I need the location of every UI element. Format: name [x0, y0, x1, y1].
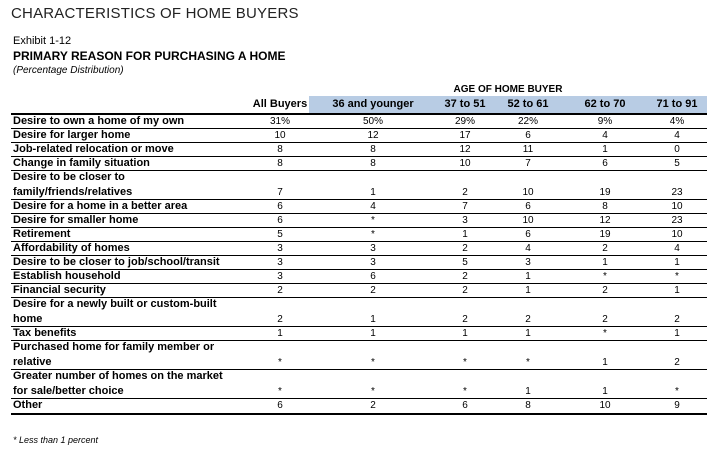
- cell-value: 2: [277, 314, 283, 325]
- column-header-all-buyers: All Buyers: [252, 98, 308, 110]
- table-row: [11, 270, 707, 284]
- cell-value: 10: [599, 400, 611, 411]
- row-label: Desire for a home in a better area: [13, 200, 188, 212]
- cell-value: 2: [525, 314, 531, 325]
- row-label: for sale/better choice: [13, 385, 124, 397]
- cell-value: 7: [462, 201, 468, 212]
- cell-value: 7: [277, 187, 283, 198]
- row-label: Desire for larger home: [13, 129, 131, 141]
- cell-value: 1: [525, 328, 531, 339]
- cell-value: 31%: [269, 116, 290, 127]
- table-row: [11, 341, 707, 370]
- cell-value: 1: [525, 271, 531, 282]
- cell-value: 2: [462, 285, 468, 296]
- cell-value: 6: [525, 130, 531, 141]
- cell-value: *: [371, 386, 375, 397]
- table-row: [11, 399, 707, 413]
- cell-value: 4: [674, 243, 680, 254]
- row-label: Desire to be closer to: [13, 171, 125, 183]
- cell-value: 3: [277, 243, 283, 254]
- cell-value: 50%: [362, 116, 383, 127]
- table-row: [11, 370, 707, 399]
- cell-value: 9%: [597, 116, 613, 127]
- cell-value: 1: [602, 357, 608, 368]
- table-row: [11, 327, 707, 341]
- cell-value: 1: [525, 285, 531, 296]
- cell-value: 4%: [669, 116, 685, 127]
- cell-value: 1: [370, 314, 376, 325]
- row-label: Job-related relocation or move: [13, 143, 174, 155]
- cell-value: 8: [370, 158, 376, 169]
- row-label: Financial security: [13, 284, 106, 296]
- cell-value: 4: [370, 201, 376, 212]
- cell-value: 6: [277, 400, 283, 411]
- table-row: [11, 214, 707, 228]
- row-label: home: [13, 313, 43, 325]
- table-row: [11, 256, 707, 270]
- column-header-37-to-51: 37 to 51: [444, 98, 486, 110]
- cell-value: 2: [602, 243, 608, 254]
- cell-value: 10: [522, 187, 534, 198]
- table-row: [11, 143, 707, 157]
- cell-value: 23: [671, 215, 683, 226]
- cell-value: 3: [525, 257, 531, 268]
- cell-value: *: [675, 271, 679, 282]
- row-label: Purchased home for family member or: [13, 341, 215, 353]
- cell-value: 22%: [517, 116, 538, 127]
- cell-value: 6: [277, 215, 283, 226]
- cell-value: 2: [462, 187, 468, 198]
- table-row: [11, 298, 707, 327]
- cell-value: 10: [274, 130, 286, 141]
- column-header-62-to-70: 62 to 70: [584, 98, 626, 110]
- row-label: Other: [13, 399, 43, 411]
- table-title: PRIMARY REASON FOR PURCHASING A HOME: [13, 49, 286, 63]
- cell-value: *: [371, 215, 375, 226]
- cell-value: 6: [277, 201, 283, 212]
- row-label: Desire to own a home of my own: [13, 115, 185, 127]
- footnote: * Less than 1 percent: [13, 435, 99, 445]
- table-row: [11, 129, 707, 143]
- row-label: Tax benefits: [13, 327, 77, 339]
- cell-value: 6: [462, 400, 468, 411]
- cell-value: 2: [674, 314, 680, 325]
- cell-value: 1: [525, 386, 531, 397]
- cell-value: 1: [602, 144, 608, 155]
- cell-value: 19: [599, 229, 611, 240]
- row-label: Retirement: [13, 228, 71, 240]
- table-row: [11, 171, 707, 200]
- exhibit-number: Exhibit 1-12: [13, 35, 72, 47]
- cell-value: 2: [602, 314, 608, 325]
- table-row: [11, 200, 707, 214]
- cell-value: 5: [277, 229, 283, 240]
- cell-value: 3: [277, 257, 283, 268]
- cell-value: 1: [602, 386, 608, 397]
- cell-value: 11: [522, 144, 534, 155]
- row-label: relative: [13, 356, 52, 368]
- cell-value: 6: [525, 229, 531, 240]
- table-row: [11, 242, 707, 256]
- cell-value: 29%: [454, 116, 475, 127]
- cell-value: 1: [370, 328, 376, 339]
- column-header-36-and-younger: 36 and younger: [332, 98, 414, 110]
- column-header-52-to-61: 52 to 61: [507, 98, 549, 110]
- row-label: Desire to be closer to job/school/transit: [13, 256, 220, 268]
- cell-value: 3: [370, 243, 376, 254]
- cell-value: 8: [602, 201, 608, 212]
- cell-value: 3: [370, 257, 376, 268]
- row-label: family/friends/relatives: [13, 186, 133, 198]
- cell-value: *: [603, 328, 607, 339]
- cell-value: 1: [602, 257, 608, 268]
- cell-value: 2: [370, 400, 376, 411]
- column-header-71-to-91: 71 to 91: [656, 98, 698, 110]
- cell-value: 0: [674, 144, 680, 155]
- age-group-header: AGE OF HOME BUYER: [453, 84, 563, 95]
- cell-value: *: [371, 229, 375, 240]
- cell-value: *: [463, 386, 467, 397]
- cell-value: 2: [674, 357, 680, 368]
- cell-value: 1: [674, 257, 680, 268]
- cell-value: 1: [370, 187, 376, 198]
- cell-value: *: [278, 386, 282, 397]
- cell-value: *: [371, 357, 375, 368]
- table-row: [11, 115, 707, 129]
- cell-value: 3: [462, 215, 468, 226]
- reasons-table: [11, 113, 707, 415]
- page-title: CHARACTERISTICS OF HOME BUYERS: [11, 5, 299, 22]
- cell-value: 2: [602, 285, 608, 296]
- cell-value: 2: [462, 271, 468, 282]
- cell-value: 6: [525, 201, 531, 212]
- cell-value: *: [463, 357, 467, 368]
- cell-value: 5: [462, 257, 468, 268]
- cell-value: *: [603, 271, 607, 282]
- cell-value: 2: [277, 285, 283, 296]
- cell-value: *: [675, 386, 679, 397]
- cell-value: 9: [674, 400, 680, 411]
- row-label: Affordability of homes: [13, 242, 130, 254]
- cell-value: *: [278, 357, 282, 368]
- table-row: [11, 284, 707, 298]
- cell-value: 8: [277, 144, 283, 155]
- cell-value: 1: [462, 328, 468, 339]
- cell-value: 10: [522, 215, 534, 226]
- cell-value: 8: [525, 400, 531, 411]
- cell-value: 5: [674, 158, 680, 169]
- cell-value: 19: [599, 187, 611, 198]
- cell-value: 10: [671, 201, 683, 212]
- cell-value: 4: [602, 130, 608, 141]
- cell-value: 8: [370, 144, 376, 155]
- cell-value: 12: [459, 144, 471, 155]
- cell-value: 6: [602, 158, 608, 169]
- cell-value: 1: [674, 285, 680, 296]
- cell-value: 23: [671, 187, 683, 198]
- cell-value: 6: [370, 271, 376, 282]
- cell-value: 4: [674, 130, 680, 141]
- row-label: Change in family situation: [13, 157, 150, 169]
- cell-value: 8: [277, 158, 283, 169]
- cell-value: 2: [370, 285, 376, 296]
- cell-value: 10: [671, 229, 683, 240]
- row-label: Establish household: [13, 270, 121, 282]
- cell-value: 1: [674, 328, 680, 339]
- cell-value: *: [526, 357, 530, 368]
- cell-value: 4: [525, 243, 531, 254]
- distribution-note: (Percentage Distribution): [13, 65, 124, 76]
- cell-value: 12: [367, 130, 379, 141]
- cell-value: 12: [599, 215, 611, 226]
- table-row: [11, 157, 707, 171]
- cell-value: 1: [462, 229, 468, 240]
- cell-value: 7: [525, 158, 531, 169]
- cell-value: 3: [277, 271, 283, 282]
- column-header-row: [11, 96, 707, 113]
- row-label: Desire for smaller home: [13, 214, 139, 226]
- cell-value: 17: [459, 130, 471, 141]
- cell-value: 10: [459, 158, 471, 169]
- row-label: Desire for a newly built or custom-built: [13, 298, 217, 310]
- row-label: Greater number of homes on the market: [13, 370, 223, 382]
- cell-value: 2: [462, 243, 468, 254]
- cell-value: 1: [277, 328, 283, 339]
- cell-value: 2: [462, 314, 468, 325]
- table-row: [11, 228, 707, 242]
